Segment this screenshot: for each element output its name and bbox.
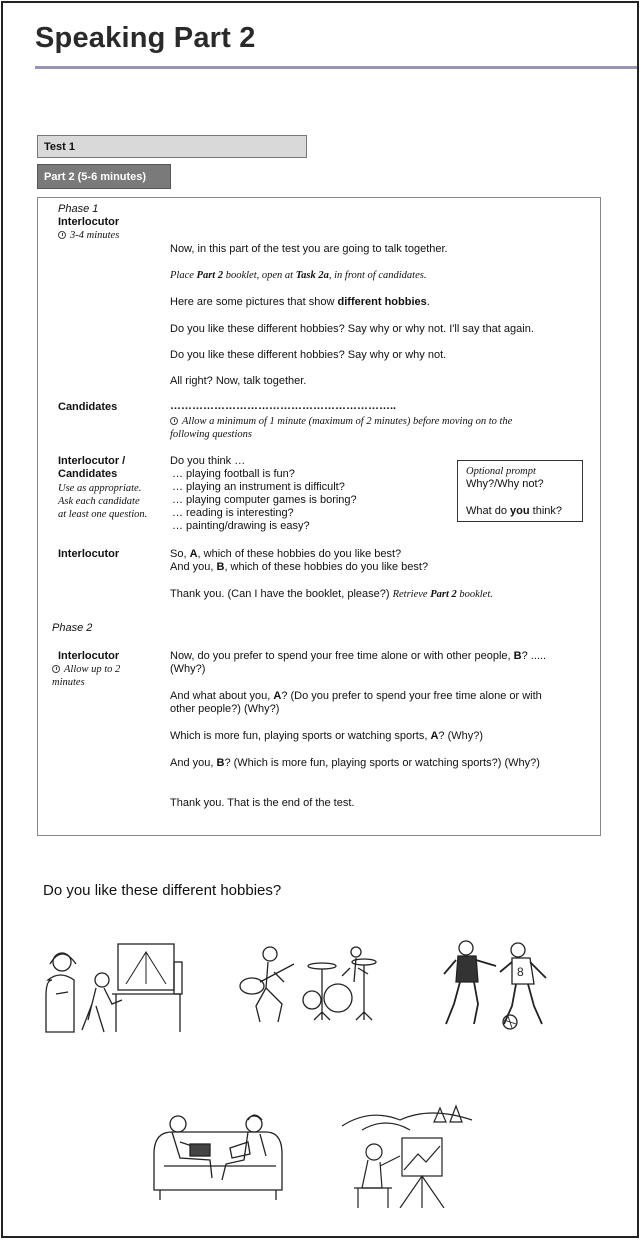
phase1-line3: Here are some pictures that show different hobbies.: [170, 296, 430, 308]
think-q2: … playing an instrument is difficult?: [172, 481, 345, 493]
ic-role-2: Candidates: [58, 468, 118, 480]
use-note-3: at least one question.: [58, 509, 148, 520]
candidates-role: Candidates: [58, 401, 118, 413]
phase1-line5: Do you like these different hobbies? Say why or why not.: [170, 349, 447, 361]
phase1-timing: 3-4 minutes: [58, 229, 119, 242]
think-q4: … reading is interesting?: [172, 507, 294, 519]
clock-icon: [170, 417, 178, 425]
phase2-q1-why: (Why?): [170, 663, 206, 675]
phase2-q1: Now, do you prefer to spend your free time alone or with other people, B? .....: [170, 650, 547, 662]
prompt-title: Optional prompt: [466, 466, 536, 477]
think-q3: … playing computer games is boring?: [172, 494, 357, 506]
phase2-role: Interlocutor: [58, 650, 120, 662]
allow-note-2: following questions: [170, 429, 252, 440]
phase1-role: Interlocutor: [58, 216, 120, 228]
phase2-allow-2: minutes: [52, 677, 85, 688]
svg-text:8: 8: [517, 965, 524, 979]
phase1-instruction: Place Part 2 booklet, open at Task 2a, in front of candidates.: [170, 270, 427, 281]
phase1-line1: Now, in this part of the test you are going to talk together.: [170, 243, 448, 255]
phase2-q3: Which is more fun, playing sports or watching sports, A? (Why?): [170, 730, 484, 742]
reading-picture: [150, 1108, 286, 1204]
allow-note-1: Allow a minimum of 1 minute (maximum of 2 minutes) before moving on to the: [170, 415, 512, 428]
test-label: Test 1: [37, 135, 307, 158]
computer-games-picture: [42, 940, 184, 1036]
think-line: Do you think …: [170, 455, 246, 467]
phase2-q2-cont: other people?) (Why?): [170, 703, 280, 715]
phase1-line6: All right? Now, talk together.: [170, 375, 307, 387]
music-instruments-picture: [238, 942, 382, 1024]
phase1-heading: Phase 1: [58, 203, 99, 215]
title-divider: [35, 66, 637, 69]
phase2-allow-1: Allow up to 2: [52, 663, 120, 676]
interlocutor-role: Interlocutor: [58, 548, 120, 560]
ic-role-1: Interlocutor /: [58, 455, 126, 467]
prompt-line2: What do you think?: [466, 505, 563, 517]
page-title: Speaking Part 2: [35, 22, 256, 54]
phase2-heading: Phase 2: [52, 622, 93, 634]
best-line1: So, A, which of these hobbies do you like best?: [170, 548, 402, 560]
think-q5: … painting/drawing is easy?: [172, 520, 310, 532]
phase2-end: Thank you. That is the end of the test.: [170, 797, 355, 809]
part-label: Part 2 (5-6 minutes): [37, 164, 171, 189]
clock-icon: [52, 665, 60, 673]
use-note-1: Use as appropriate.: [58, 483, 142, 494]
phase2-q4: And you, B? (Which is more fun, playing sports or watching sports?) (Why?): [170, 757, 540, 769]
painting-picture: [340, 1104, 474, 1208]
best-line2: And you, B, which of these hobbies do you like best?: [170, 561, 429, 573]
use-note-2: Ask each candidate: [58, 496, 140, 507]
dotted-line: ……………………………………………………..: [170, 400, 397, 412]
prompt-line1: Why?/Why not?: [466, 478, 544, 490]
think-q1: … playing football is fun?: [172, 468, 295, 480]
pictures-question: Do you like these different hobbies?: [43, 882, 282, 899]
phase2-q2: And what about you, A? (Do you prefer to spend your free time alone or with: [170, 690, 542, 702]
thanks-line: Thank you. (Can I have the booklet, please?) Retrieve Part 2 booklet.: [170, 588, 493, 600]
football-picture: [438, 938, 558, 1030]
clock-icon: [58, 231, 66, 239]
phase1-line4: Do you like these different hobbies? Say why or why not. I'll say that again.: [170, 323, 534, 335]
